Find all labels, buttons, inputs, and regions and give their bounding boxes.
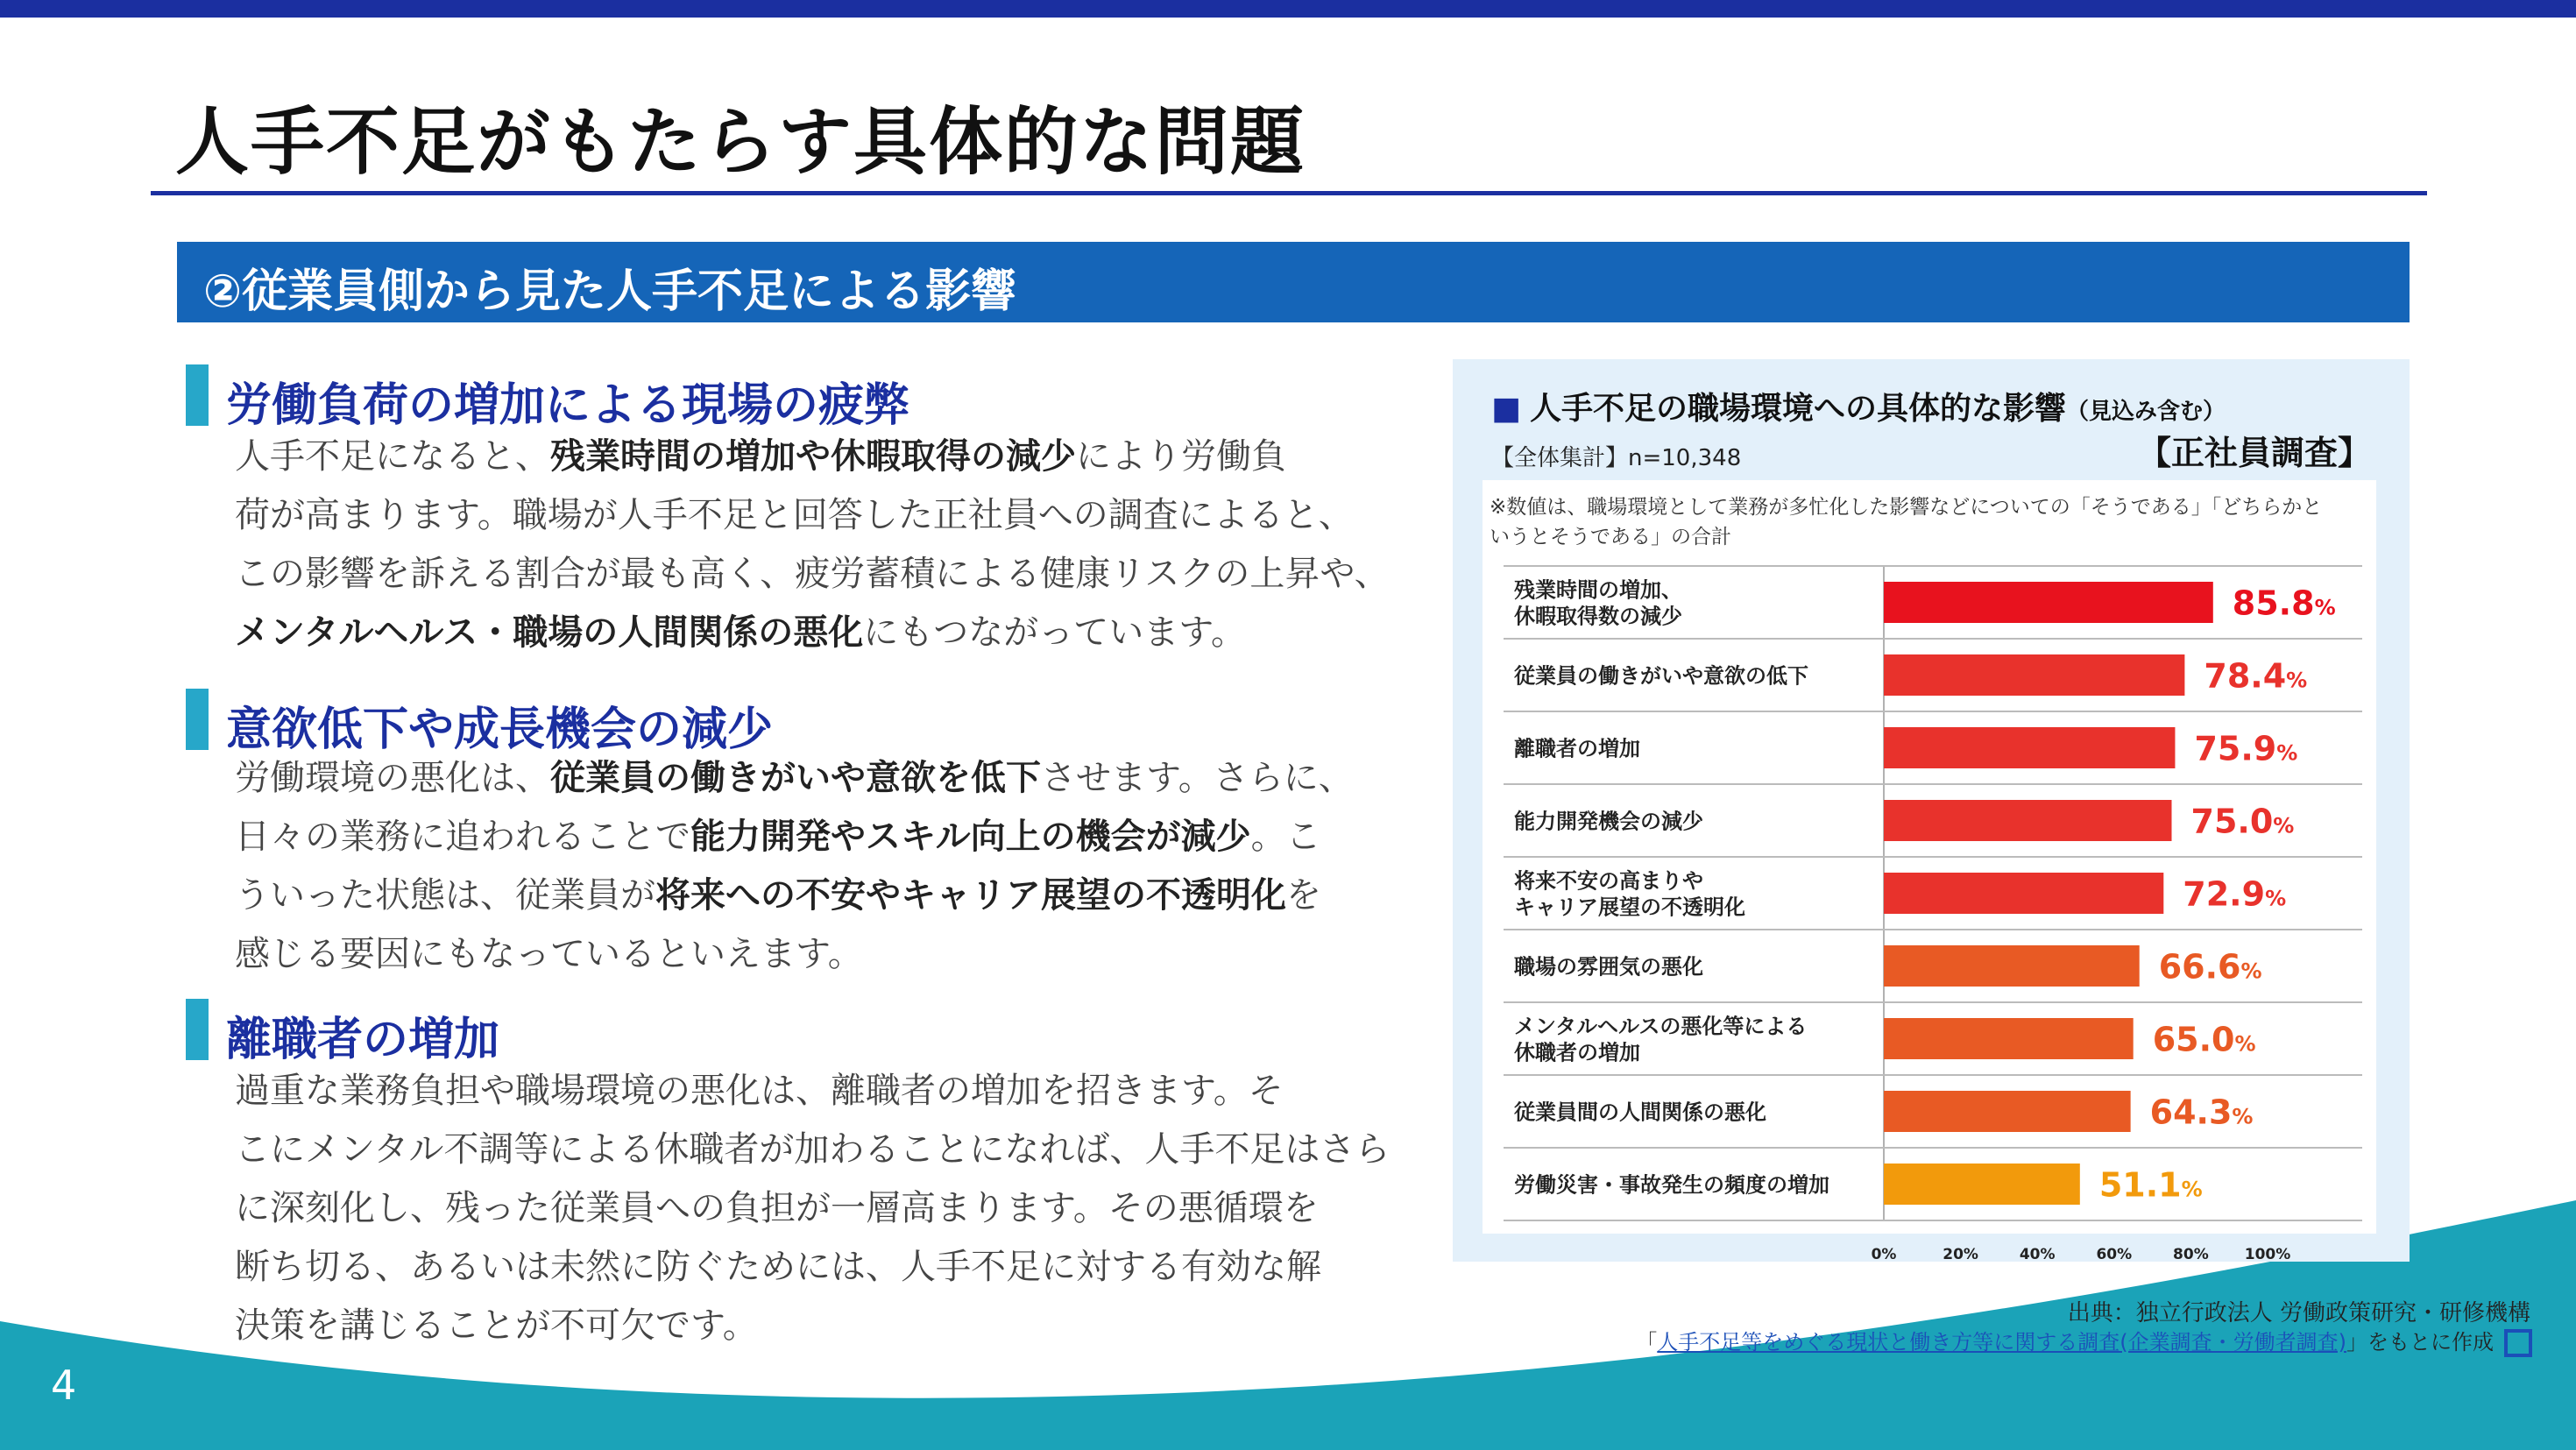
- body-text: にもつながっています。: [863, 612, 1247, 653]
- value-unit: %: [2232, 1104, 2254, 1129]
- heading-text: 離職者の増加: [226, 1014, 500, 1066]
- body-text: により労働負: [1076, 436, 1286, 477]
- source-citation: 出典：独立行政法人 労働政策研究・研修機構: [2067, 1300, 2530, 1326]
- category-label: [1514, 1015, 1807, 1065]
- category-label-line: 休職者の増加: [1514, 1040, 1640, 1065]
- value-label: [2204, 657, 2307, 696]
- category-label-line: キャリア展望の不透明化: [1514, 895, 1745, 920]
- value-number: 78.4: [2204, 656, 2287, 696]
- body-text: 決策を講じることが不可欠です。: [235, 1305, 758, 1346]
- page-number: 4: [51, 1362, 77, 1409]
- category-label-line: メンタルヘルスの悪化等による: [1514, 1014, 1808, 1039]
- category-label-line: 従業員間の人間関係の悪化: [1514, 1100, 1766, 1125]
- category-label: [1514, 1173, 1829, 1198]
- value-label: [2233, 584, 2336, 623]
- body-text: を: [1286, 875, 1321, 916]
- emphasis-text: 将来への不安やキャリア展望の不透明化: [655, 875, 1286, 916]
- value-unit: %: [2240, 958, 2262, 984]
- body-text: 過重な業務負担や職場環境の悪化は、離職者の増加を招きます。そ: [235, 1071, 1284, 1111]
- x-tick-label: 60%: [2096, 1246, 2133, 1262]
- bar: [1884, 654, 2184, 696]
- category-label-line: 従業員の働きがいや意欲の低下: [1514, 663, 1808, 689]
- category-label-line: 労働災害・事故発生の頻度の増加: [1514, 1172, 1829, 1198]
- bar: [1884, 727, 2175, 768]
- chart-note-line: いうとそうである」の合計: [1490, 526, 1731, 548]
- value-label: [2150, 1093, 2254, 1132]
- value-number: 64.3: [2149, 1093, 2233, 1132]
- body-text: この影響を訴える割合が最も高く、疲労蓄積による健康リスクの上昇や、: [235, 554, 1390, 594]
- value-number: 51.1: [2098, 1165, 2182, 1205]
- category-label: [1514, 869, 1745, 920]
- emphasis-text: 従業員の働きがいや意欲を低下: [550, 758, 1041, 798]
- section-title: ②従業員側から見た人手不足による影響: [203, 265, 1017, 318]
- body-text: 労働環境の悪化は、: [235, 758, 550, 798]
- external-link-icon[interactable]: [2504, 1329, 2532, 1357]
- value-unit: %: [2314, 595, 2336, 620]
- value-unit: %: [2265, 886, 2287, 911]
- emphasis-text: 残業時間の増加や休暇取得の減少: [550, 436, 1076, 477]
- chart-note-line: ※数値は、職場環境として業務が多忙化した影響などについての「そうである」「どちらかと: [1490, 496, 2323, 519]
- category-label-line: 職場の雰囲気の悪化: [1514, 954, 1703, 980]
- survey-label: 【正社員調査】: [2137, 434, 2371, 472]
- value-number: 75.0: [2190, 802, 2274, 841]
- category-label: [1514, 810, 1703, 834]
- category-label-line: 将来不安の高まりや: [1514, 868, 1703, 894]
- x-tick-label: 0%: [1871, 1246, 1897, 1262]
- heading-text: 意欲低下や成長機会の減少: [226, 704, 774, 756]
- bar: [1884, 1018, 2134, 1059]
- source-link[interactable]: 人手不足等をめぐる現状と働き方等に関する調査(企業調査・労働者調査): [1657, 1330, 2346, 1355]
- value-number: 75.9: [2194, 729, 2277, 768]
- chart-title-main: 人手不足の職場環境への具体的な影響: [1530, 391, 2067, 427]
- value-unit: %: [2234, 1031, 2256, 1057]
- bar: [1884, 1091, 2131, 1132]
- sample-size-label: 【全体集計】n=10,348: [1491, 445, 1742, 471]
- category-label: [1514, 578, 1682, 629]
- value-label: [2159, 948, 2262, 987]
- body-text: に深刻化し、残った従業員への負担が一層高まります。その悪循環を: [235, 1188, 1319, 1228]
- category-label: [1514, 955, 1703, 980]
- value-label: [2191, 803, 2295, 841]
- emphasis-text: メンタルヘルス・職場の人間関係の悪化: [235, 612, 864, 653]
- value-unit: %: [2273, 813, 2295, 838]
- source-reference: [1636, 1325, 2532, 1357]
- value-number: 65.0: [2152, 1020, 2235, 1059]
- body-text: こにメンタル不調等による休職者が加わることになれば、人手不足はさら: [235, 1129, 1391, 1170]
- bar: [1884, 800, 2172, 841]
- source-suffix: 」をもとに作成: [2346, 1330, 2494, 1355]
- bar: [1884, 1164, 2080, 1205]
- chart-title-sub: （見込み含む）: [2066, 399, 2226, 425]
- emphasis-text: 能力開発やスキル向上の機会が減少: [690, 817, 1251, 857]
- body-text: 人手不足になると、: [235, 436, 550, 477]
- value-unit: %: [2276, 740, 2298, 766]
- value-label: [2194, 730, 2297, 768]
- value-number: 85.8: [2232, 584, 2315, 623]
- category-label-line: 休暇取得数の減少: [1514, 604, 1682, 629]
- heading-text: 労働負荷の増加による現場の疲弊: [226, 379, 910, 432]
- value-number: 72.9: [2183, 874, 2266, 914]
- category-label-line: 残業時間の増加、: [1514, 577, 1682, 603]
- x-tick-label: 100%: [2244, 1246, 2291, 1262]
- category-label-line: 離職者の増加: [1514, 736, 1640, 761]
- source-prefix: 「: [1636, 1330, 1658, 1355]
- chart-panel: [1453, 359, 2410, 1262]
- x-tick-label: 40%: [2019, 1246, 2056, 1262]
- value-label: [2183, 875, 2286, 914]
- value-unit: %: [2286, 668, 2308, 693]
- category-label-line: 能力開発機会の減少: [1514, 809, 1703, 834]
- page-title: 人手不足がもたらす具体的な問題: [175, 99, 1306, 185]
- bar: [1884, 945, 2140, 987]
- value-label: [2153, 1021, 2256, 1059]
- body-text: 断ち切る、あるいは未然に防ぐためには、人手不足に対する有効な解: [235, 1247, 1321, 1287]
- category-label: [1514, 737, 1640, 761]
- body-text: させます。さらに、: [1041, 758, 1354, 798]
- body-text: 荷が高まります。職場が人手不足と回答した正社員への調査によると、: [235, 495, 1354, 535]
- body-text: 。こ: [1250, 817, 1321, 857]
- category-label: [1514, 664, 1808, 689]
- square-bullet-icon: ■: [1491, 391, 1522, 427]
- bar-chart: [1453, 359, 2410, 1262]
- category-label: [1514, 1100, 1766, 1125]
- value-unit: %: [2181, 1177, 2203, 1202]
- x-tick-label: 20%: [1943, 1246, 1978, 1262]
- body-text: 感じる要因にもなっているといえます。: [235, 934, 863, 974]
- body-text: 日々の業務に追われることで: [235, 817, 690, 857]
- bar: [1884, 582, 2213, 623]
- value-number: 66.6: [2158, 947, 2241, 987]
- body-text: ういった状態は、従業員が: [235, 875, 655, 916]
- x-tick-label: 80%: [2173, 1246, 2209, 1262]
- value-label: [2099, 1166, 2203, 1205]
- bar: [1884, 873, 2163, 914]
